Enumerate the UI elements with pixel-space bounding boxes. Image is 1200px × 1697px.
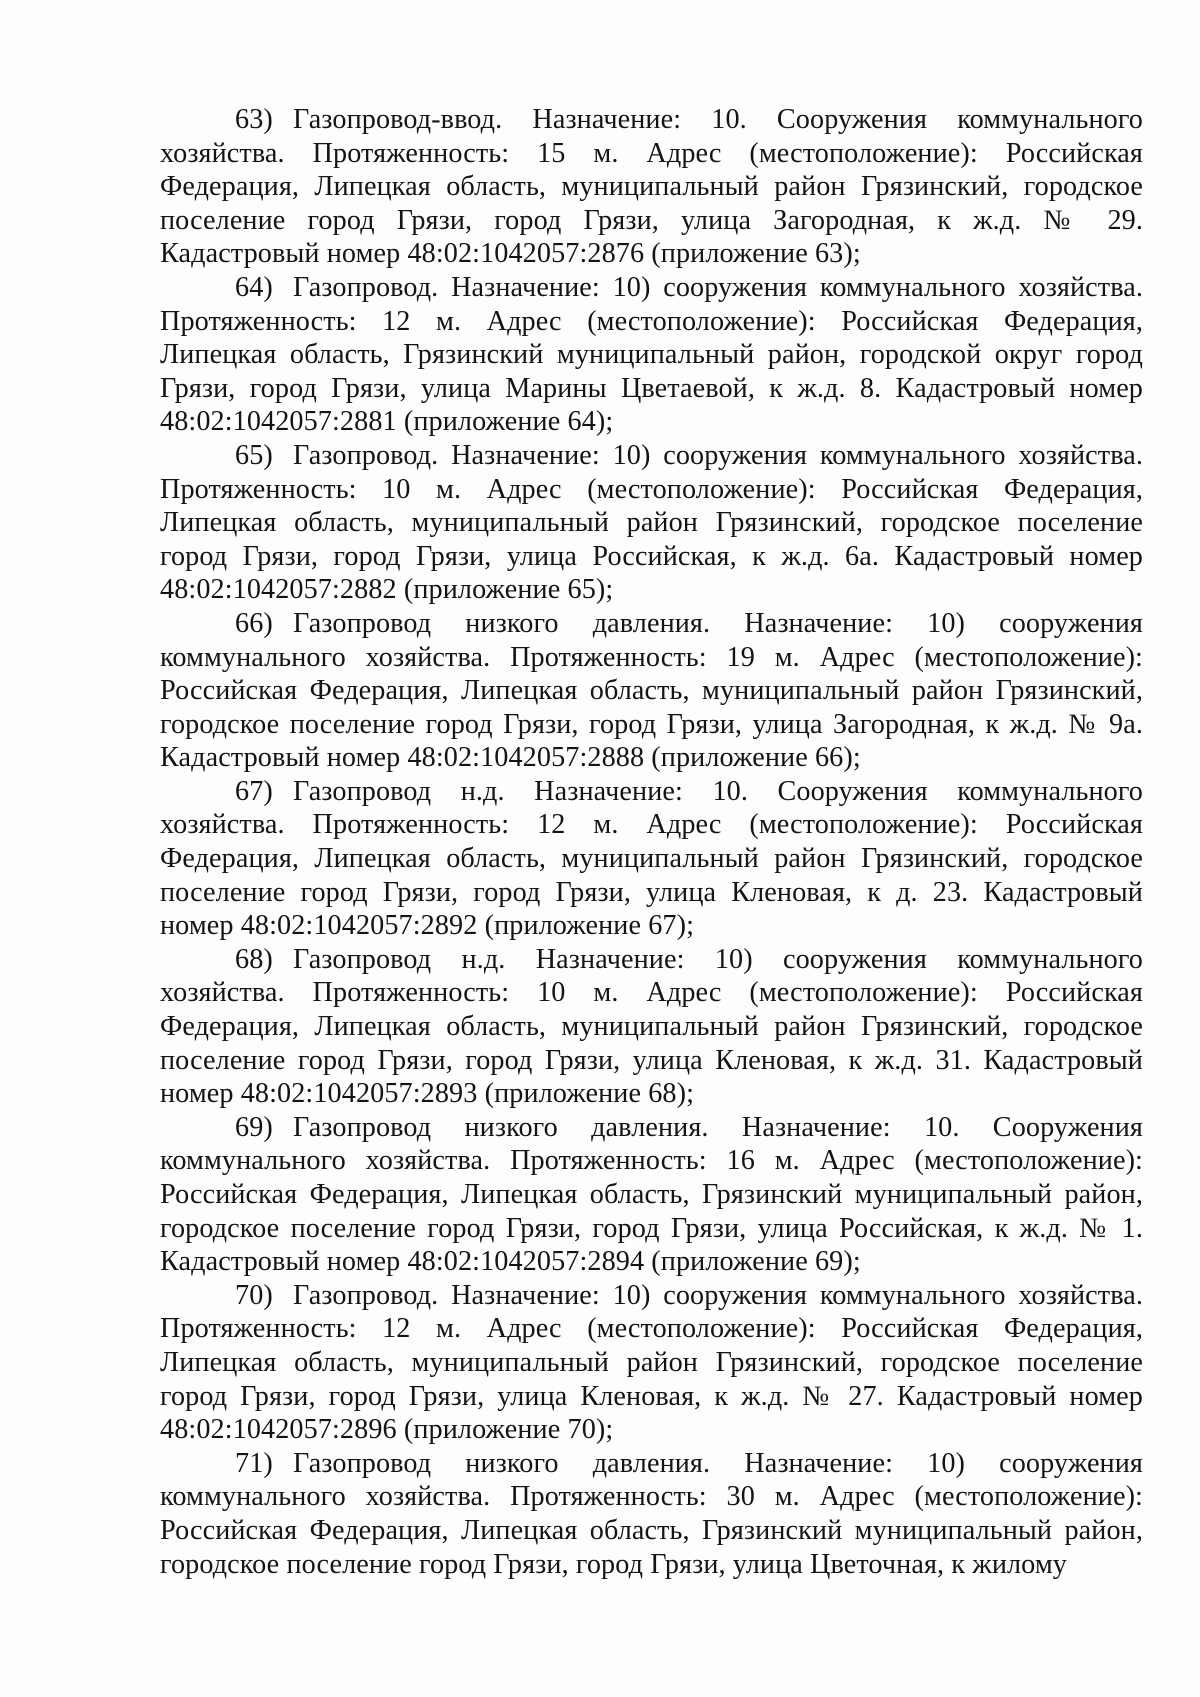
list-item: [160, 775, 1143, 943]
item-number: 70): [235, 1279, 273, 1311]
list-item: [160, 439, 1143, 607]
item-number: 68): [235, 943, 273, 975]
list-item: [160, 607, 1143, 775]
item-text: Газопровод. Назначение: 10) сооружения коммунального хозяйства. Протяженность: 12 м. Адрес (местоположение): Российская Федерация, Липецкая область, Грязинский муниципальный район, городской округ город Грязи, город Грязи, улица Марины Цветаевой, к ж.д. 8. Кадастровый номер 48:02:1042057:2881 (приложение 64);: [160, 271, 1143, 438]
item-number: 64): [235, 271, 273, 303]
list-item: [160, 943, 1143, 1111]
list-item: [160, 1447, 1143, 1581]
item-number: 69): [235, 1111, 273, 1143]
item-text: Газопровод низкого давления. Назначение: 10) сооружения коммунального хозяйства. Протяженность: 30 м. Адрес (местоположение): Российская Федерация, Липецкая область, Грязинский муниципальный район, городское поселение город Грязи, город Грязи, улица Цветочная, к жилому: [160, 1447, 1143, 1580]
item-text: Газопровод-ввод. Назначение: 10. Сооружения коммунального хозяйства. Протяженность: 15 м. Адрес (местоположение): Российская Федерация, Липецкая область, муниципальный район Грязинский, городское поселение город Грязи, город Грязи, улица Загородная, к ж.д. № 29. Кадастровый номер 48:02:1042057:2876 (приложение 63);: [160, 104, 1143, 270]
item-text: Газопровод низкого давления. Назначение: 10. Сооружения коммунального хозяйства. Протяженность: 16 м. Адрес (местоположение): Российская Федерация, Липецкая область, Грязинский муниципальный район, городское поселение город Грязи, город Грязи, улица Российская, к ж.д. № 1. Кадастровый номер 48:02:1042057:2894 (приложение 69);: [160, 1111, 1143, 1278]
item-text: Газопровод низкого давления. Назначение: 10) сооружения коммунального хозяйства. Протяженность: 19 м. Адрес (местоположение): Российская Федерация, Липецкая область, муниципальный район Грязинский, городское поселение город Грязи, город Грязи, улица Загородная, к ж.д. № 9а. Кадастровый номер 48:02:1042057:2888 (приложение 66);: [160, 607, 1143, 774]
list-item: [160, 1111, 1143, 1279]
list-item: [160, 271, 1143, 439]
item-number: 66): [235, 607, 273, 639]
item-number: 65): [235, 439, 273, 471]
item-text: Газопровод. Назначение: 10) сооружения коммунального хозяйства. Протяженность: 12 м. Адрес (местоположение): Российская Федерация, Липецкая область, муниципальный район Грязинский, городское поселение город Грязи, город Грязи, улица Кленовая, к ж.д. № 27. Кадастровый номер 48:02:1042057:2896 (приложение 70);: [160, 1279, 1143, 1446]
item-number: 63): [235, 104, 273, 135]
item-text: Газопровод н.д. Назначение: 10) сооружения коммунального хозяйства. Протяженность: 10 м. Адрес (местоположение): Российская Федерация, Липецкая область, муниципальный район Грязинский, городское поселение город Грязи, город Грязи, улица Кленовая, к ж.д. 31. Кадастровый номер 48:02:1042057:2893 (приложение 68);: [160, 943, 1143, 1110]
item-text: Газопровод н.д. Назначение: 10. Сооружения коммунального хозяйства. Протяженность: 12 м. Адрес (местоположение): Российская Федерация, Липецкая область, муниципальный район Грязинский, городское поселение город Грязи, город Грязи, улица Кленовая, к д. 23. Кадастровый номер 48:02:1042057:2892 (приложение 67);: [160, 775, 1143, 942]
item-number: 71): [235, 1447, 273, 1479]
list-item: [160, 103, 1143, 271]
item-number: 67): [235, 775, 273, 807]
item-text: Газопровод. Назначение: 10) сооружения коммунального хозяйства. Протяженность: 10 м. Адрес (местоположение): Российская Федерация, Липецкая область, муниципальный район Грязинский, городское поселение город Грязи, город Грязи, улица Российская, к ж.д. 6а. Кадастровый номер 48:02:1042057:2882 (приложение 65);: [160, 439, 1143, 606]
document-body: [160, 103, 1143, 1581]
list-item: [160, 1279, 1143, 1447]
